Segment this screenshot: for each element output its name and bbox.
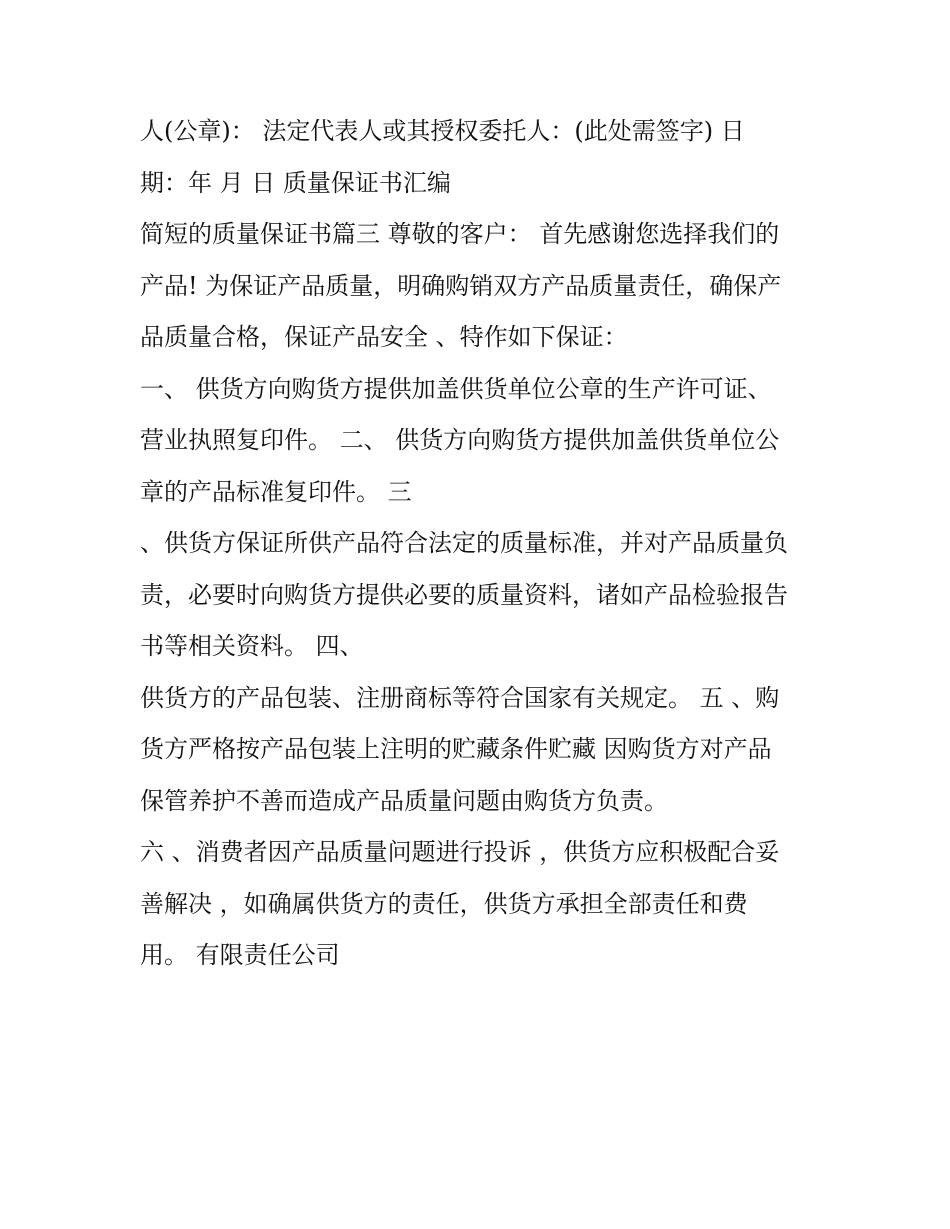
document-body bbox=[140, 106, 830, 982]
text-line-16: 善解决 ，如确属供货方的责任，供货方承担全部责任和费 bbox=[140, 889, 748, 918]
text-line-11: 书等相关资料。 四、 bbox=[140, 632, 364, 660]
text-line-14: 保管养护不善而造成产品质量问题由购货方负责。 bbox=[140, 786, 668, 815]
text-line-2: 期：年 月 日 质量保证书汇编 bbox=[140, 168, 451, 197]
text-line-7: 营业执照复印件。 二、 供货方向购货方提供加盖供货单位公 bbox=[140, 426, 780, 454]
text-line-9: 、供货方保证所供产品符合法定的质量标准，并对产品质量负 bbox=[140, 529, 788, 557]
text-line-4: 产品! 为保证产品质量，明确购销双方产品质量责任，确保产 bbox=[140, 271, 782, 300]
text-line-15: 六 、消费者因产品质量问题进行投诉 ，供货方应积极配合妥 bbox=[140, 838, 780, 866]
text-line-5: 品质量合格，保证产品安全 、特作如下保证： bbox=[140, 323, 628, 351]
text-line-10: 责，必要时向购货方提供必要的质量资料，诸如产品检验报告 bbox=[140, 580, 788, 609]
text-line-17: 用。 有限责任公司 bbox=[140, 941, 340, 969]
text-line-3: 简短的质量保证书篇三 尊敬的客户： 首先感谢您选择我们的 bbox=[140, 220, 780, 248]
text-line-1: 人(公章)： 法定代表人或其授权委托人：(此处需签字) 日 bbox=[140, 117, 745, 145]
text-line-8: 章的产品标准复印件。 三 bbox=[140, 477, 412, 506]
text-line-6: 一、 供货方向购货方提供加盖供货单位公章的生产许可证、 bbox=[140, 374, 772, 403]
text-line-12: 供货方的产品包装、注册商标等符合国家有关规定。 五 、购 bbox=[140, 683, 780, 712]
text-line-13: 货方严格按产品包装上注明的贮藏条件贮藏 因购货方对产品 bbox=[140, 735, 772, 763]
